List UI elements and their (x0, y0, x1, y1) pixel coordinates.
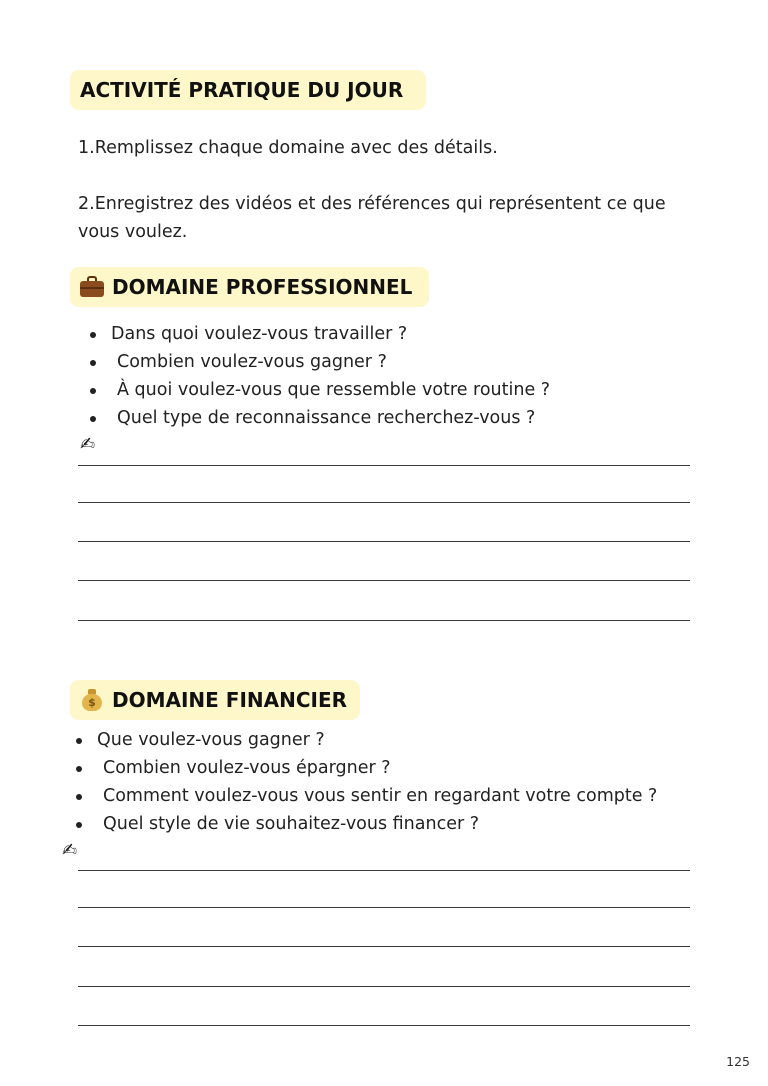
list-item: À quoi voulez-vous que ressemble votre routine ? (90, 376, 710, 404)
activity-title-text: ACTIVITÉ PRATIQUE DU JOUR (80, 78, 404, 102)
instruction-step-2: 2.Enregistrez des vidéos et des références qui représentent ce que vous voulez. (78, 194, 666, 242)
list-item: Dans quoi voulez-vous travailler ? (90, 320, 710, 348)
answer-line[interactable] (78, 870, 690, 871)
answer-line[interactable] (78, 907, 690, 908)
list-item: Comment voulez-vous vous sentir en regardant votre compte ? (76, 782, 716, 810)
list-item: Combien voulez-vous gagner ? (90, 348, 710, 376)
list-item: Quel style de vie souhaitez-vous financer ? (76, 810, 716, 838)
instruction-step-1: 1.Remplissez chaque domaine avec des détails. (78, 138, 498, 158)
answer-line[interactable] (78, 946, 690, 947)
answer-line[interactable] (78, 465, 690, 466)
professional-question-list (90, 320, 710, 432)
list-item: Quel type de reconnaissance recherchez-vous ? (90, 404, 710, 432)
answer-line[interactable] (78, 986, 690, 987)
answer-line[interactable] (78, 1025, 690, 1026)
list-item: Combien voulez-vous épargner ? (76, 754, 716, 782)
money-bag-icon: $ (80, 688, 104, 712)
section-financial-header (70, 680, 360, 720)
financial-question-list (76, 726, 716, 838)
answer-line[interactable] (78, 541, 690, 542)
writing-hand-icon: ✍ (80, 434, 96, 455)
answer-line[interactable] (78, 580, 690, 581)
activity-title (70, 70, 426, 110)
section-professional-title: DOMAINE PROFESSIONNEL (112, 275, 413, 299)
answer-line[interactable] (78, 502, 690, 503)
list-item: Que voulez-vous gagner ? (76, 726, 716, 754)
briefcase-icon (80, 275, 104, 299)
section-professional-header (70, 267, 429, 307)
section-financial-title: DOMAINE FINANCIER (112, 688, 348, 712)
page-number: 125 (726, 1054, 750, 1069)
writing-hand-icon: ✍ (62, 840, 78, 861)
answer-line[interactable] (78, 620, 690, 621)
